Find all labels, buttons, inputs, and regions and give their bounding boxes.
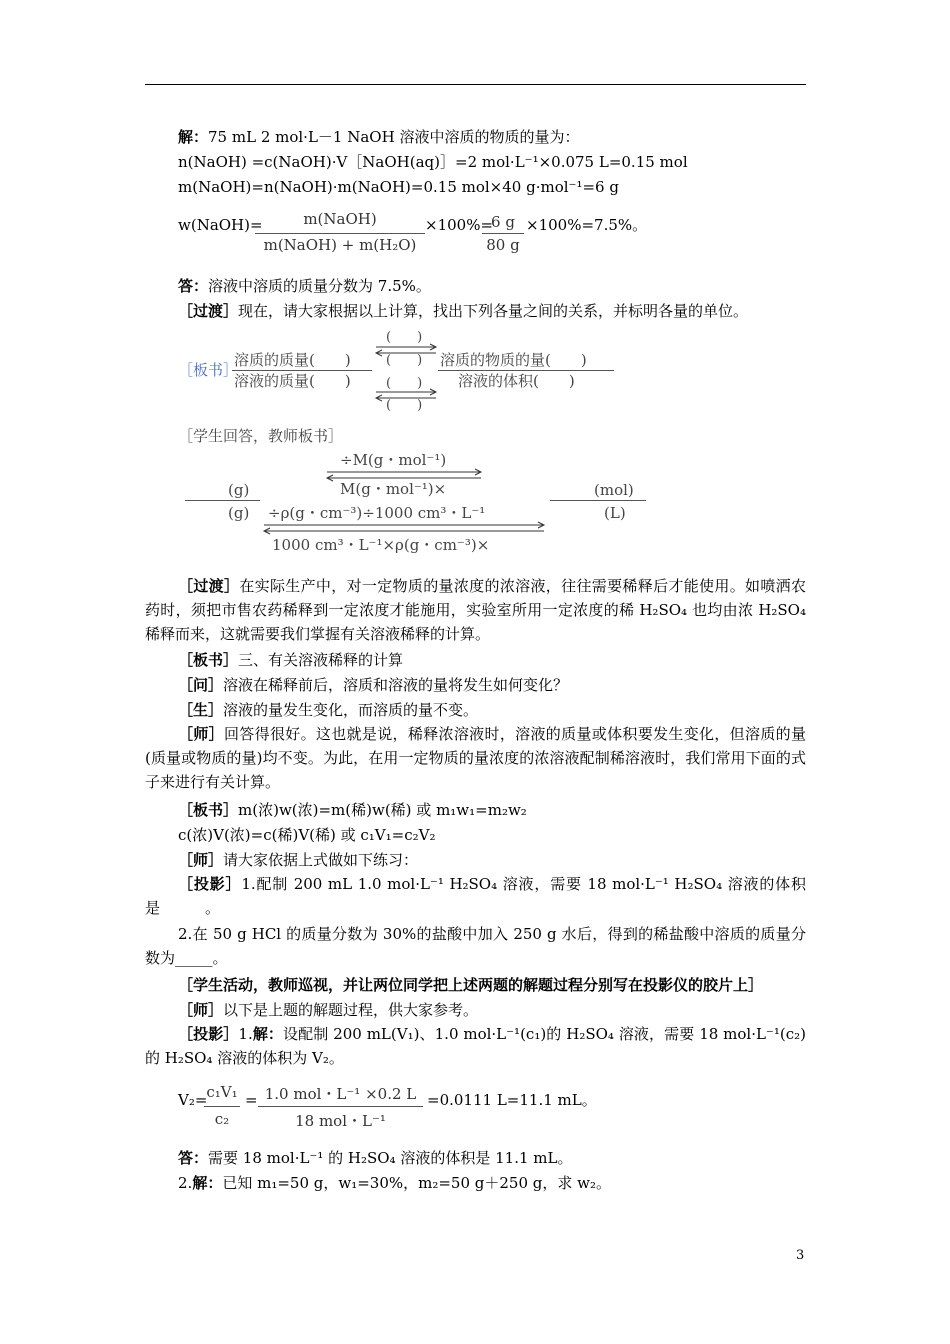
answer-1: 答：溶液中溶质的质量分数为 7.5%。 <box>178 277 431 295</box>
teacher-remark: ［师］回答得很好。这也就是说，稀释浓溶液时，溶液的质量或体积要发生变化，但溶质的量(质量或物质的量)均不变。为此，在用一定物质的量浓度的浓溶液配制稀溶液时，我们常用下面的式子来进行有关计算。 <box>145 725 806 791</box>
question-2: 2.在 50 g HCl 的质量分数为 30%的盐酸中加入 250 g 水后，得到的稀盐酸中溶质的质量分数为_____。 <box>145 925 806 967</box>
transition-1: ［过渡］现在，请大家根据以上计算，找出下列各量之间的关系，并标明各量的单位。 <box>178 302 749 320</box>
board-label: ［板书］ <box>178 361 239 379</box>
solution-1-heading: 解：75 mL 2 mol·L－1 NaOH 溶液中溶质的物质的量为： <box>178 128 580 146</box>
teacher-remark-2: ［师］请大家依据上式做如下练习： <box>178 851 419 869</box>
dilution-formula-2: c(浓)V(浓)=c(稀)V(稀) 或 c₁V₁=c₂V₂ <box>178 826 436 844</box>
projection-1: ［投影］1.配制 200 mL 1.0 mol·L⁻¹ H₂SO₄ 溶液，需要 18 mol·L⁻¹ H₂SO₄ 溶液的体积是 。 <box>145 875 806 917</box>
student-reply: ［生］溶液的量发生变化，而溶质的量不变。 <box>178 701 479 719</box>
board-4: ［板书］m(浓)w(浓)=m(稀)w(稀) 或 m₁w₁=m₂w₂ <box>178 801 527 819</box>
transition-2: ［过渡］在实际生产中，对一定物质的量浓度的浓溶液，往往需要稀释后才能使用。如喷洒农药时，须把市售农药稀释到一定浓度才能施用，实验室所用一定浓度的稀 H₂SO₄ 也均由浓 H₂SO₄ 稀释而来，这就需要我们掌握有关溶液稀释的计算。 <box>145 577 806 643</box>
page-number: 3 <box>796 1248 805 1263</box>
answer-2: 答：需要 18 mol·L⁻¹ 的 H₂SO₄ 溶液的体积是 11.1 mL。 <box>178 1149 573 1167</box>
student-activity: ［学生活动，教师巡视，并让两位同学把上述两题的解题过程分别写在投影仪的胶片上］ <box>178 976 764 994</box>
n-naoh-line: n(NaOH) =c(NaOH)·V［NaOH(aq)］=2 mol·L⁻¹×0.075 L=0.15 mol <box>178 153 688 171</box>
student-answer-caption: ［学生回答，教师板书］ <box>178 427 344 445</box>
board-3: ［板书］三、有关溶液稀释的计算 <box>178 651 404 669</box>
m-naoh-line: m(NaOH)=n(NaOH)·m(NaOH)=0.15 mol×40 g·mol⁻¹=6 g <box>178 178 619 196</box>
header-rule <box>145 84 806 85</box>
question: ［问］溶液在稀释前后，溶质和溶液的量将发生如何变化？ <box>178 676 569 694</box>
teacher-remark-3: ［师］以下是上题的解题过程，供大家参考。 <box>178 1001 479 1019</box>
projection-2: ［投影］1.解：设配制 200 mL(V₁)、1.0 mol·L⁻¹(c₁)的 H₂SO₄ 溶液，需要 18 mol·L⁻¹(c₂)的 H₂SO₄ 溶液的体积为 V₂。 <box>145 1025 806 1067</box>
solution-2: 2.解：已知 m₁=50 g，w₁=30%，m₂=50 g＋250 g，求 w₂。 <box>178 1174 612 1192</box>
